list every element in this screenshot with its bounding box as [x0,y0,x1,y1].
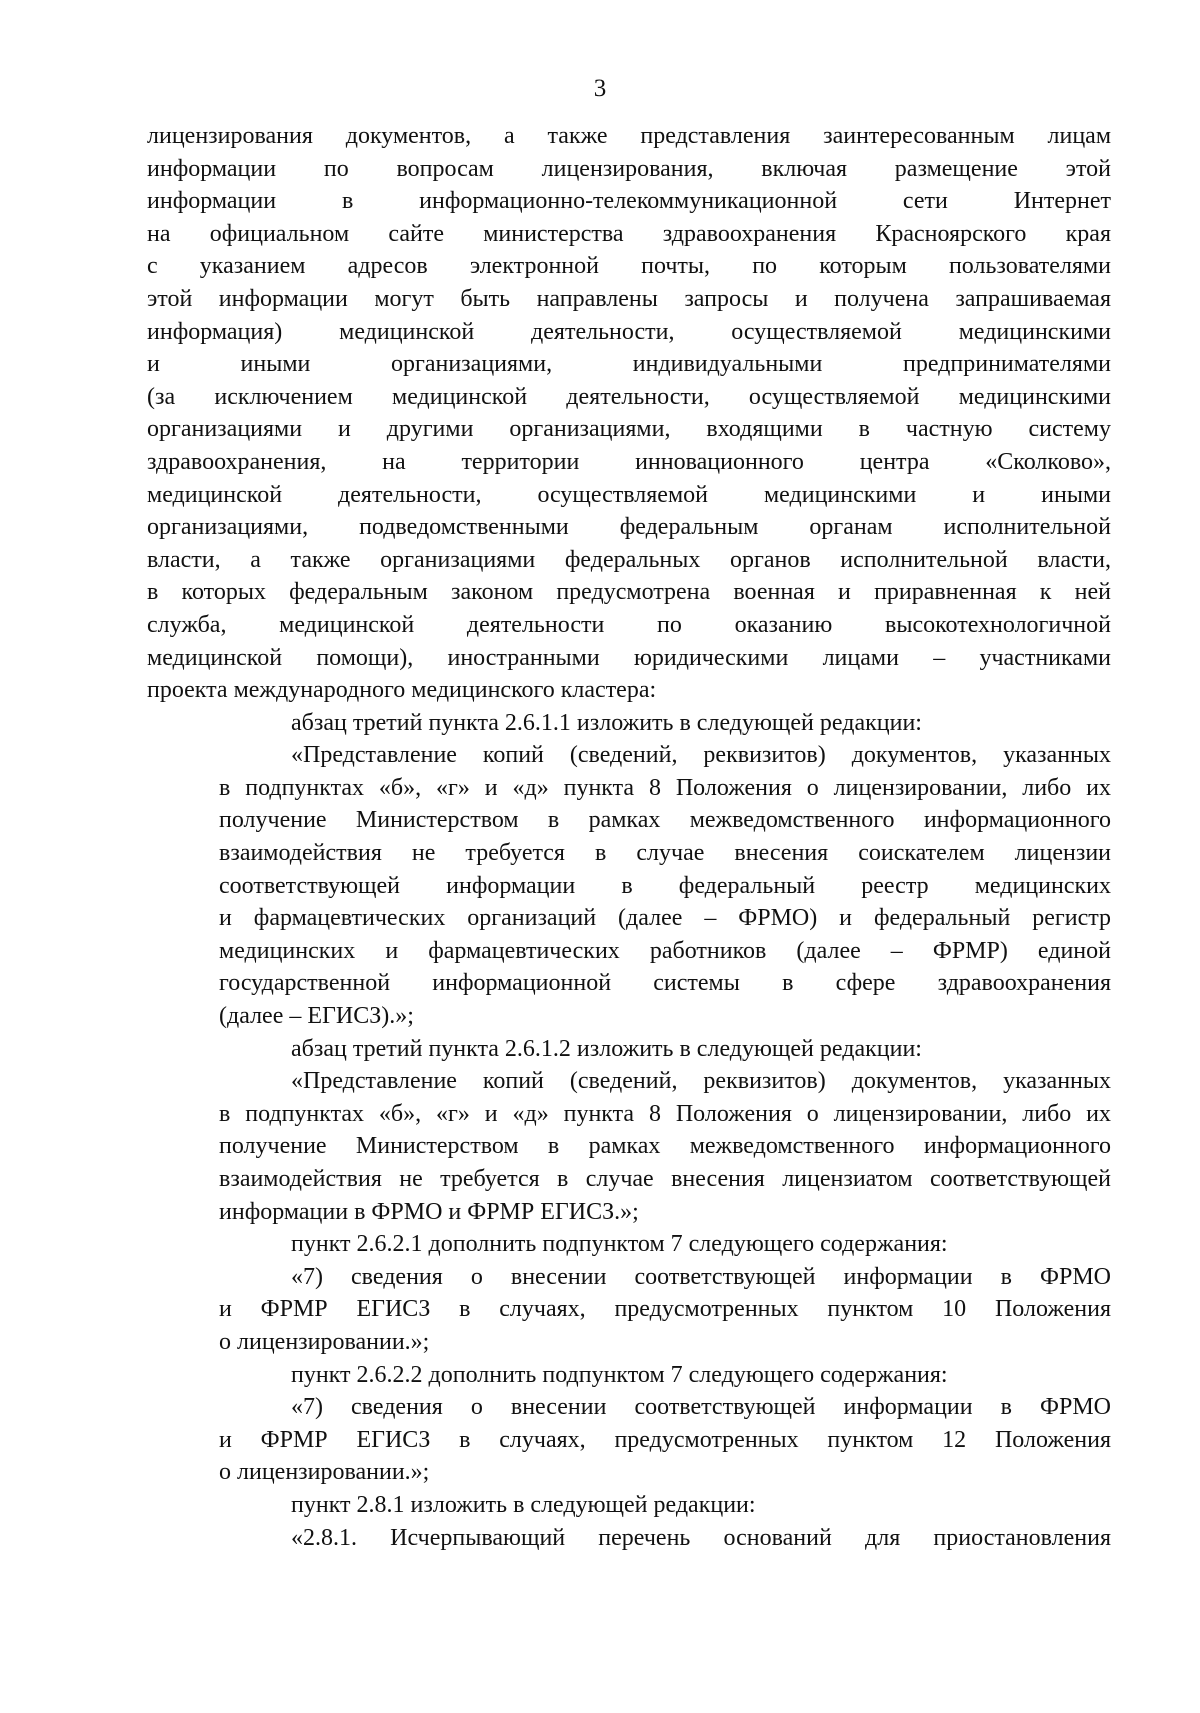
paragraph [147,707,1111,740]
text-line: информация) медицинской деятельности, осуществляемой медицинскими [147,318,1111,345]
paragraph [147,1261,1111,1359]
paragraph [147,1033,1111,1066]
text-line: соответствующей информации в федеральный реестр медицинских [219,872,1111,899]
paragraph [147,739,1111,1032]
text-line: информации в ФРМО и ФРМР ЕГИСЗ.»; [219,1198,639,1225]
text-line: с указанием адресов электронной почты, по которым пользователями [147,253,1111,280]
text-line: «Представление копий (сведений, реквизитов) документов, указанных [291,1068,1111,1095]
text-line: информации по вопросам лицензирования, включая размещение этой [147,155,1111,182]
text-line: абзац третий пункта 2.6.1.2 изложить в следующей редакции: [291,1035,922,1062]
text-line: медицинской деятельности, осуществляемой медицинскими и иными [147,481,1111,508]
text-line: и фармацевтических организаций (далее – ФРМО) и федеральный регистр [219,905,1111,932]
text-line: о лицензировании.»; [219,1328,430,1355]
text-line: и ФРМР ЕГИСЗ в случаях, предусмотренных пунктом 10 Положения [219,1296,1111,1323]
text-line: и ФРМР ЕГИСЗ в случаях, предусмотренных пунктом 12 Положения [219,1426,1111,1453]
paragraph [147,1489,1111,1522]
text-line: организациями и другими организациями, входящими в частную систему [147,416,1111,443]
text-line: взаимодействия не требуется в случае внесения соискателем лицензии [219,840,1111,867]
text-line: этой информации могут быть направлены запросы и получена запрашиваемая [147,285,1111,312]
text-line: о лицензировании.»; [219,1459,430,1486]
text-line: проекта международного медицинского кластера: [147,677,657,704]
text-line: медицинских и фармацевтических работников (далее – ФРМР) единой [219,937,1111,964]
text-line: лицензирования документов, а также представления заинтересованным лицам [147,123,1111,149]
text-line: (далее – ЕГИСЗ).»; [219,1003,414,1030]
text-line: в подпунктах «б», «г» и «д» пункта 8 Положения о лицензировании, либо их [219,774,1111,801]
text-line: в подпунктах «б», «г» и «д» пункта 8 Положения о лицензировании, либо их [219,1100,1111,1127]
text-line: государственной информационной системы в сфере здравоохранения [219,970,1111,997]
paragraph [147,1228,1111,1261]
text-line: и иными организациями, индивидуальными предпринимателями [147,351,1111,378]
paragraph [147,1065,1111,1228]
text-line: (за исключением медицинской деятельности, осуществляемой медицинскими [147,383,1111,410]
text-line: информации в информационно-телекоммуникационной сети Интернет [147,188,1111,215]
text-line: взаимодействия не требуется в случае внесения лицензиатом соответствующей [219,1166,1111,1192]
text-line: служба, медицинской деятельности по оказанию высокотехнологичной [147,611,1111,638]
page-number: 3 [593,75,607,102]
text-line: здравоохранения, на территории инновационного центра «Сколково», [147,448,1111,475]
text-line: медицинской помощи), иностранными юридическими лицами – участниками [147,644,1111,671]
text-line: «7) сведения о внесении соответствующей информации в ФРМО [291,1263,1111,1290]
paragraph [147,1391,1111,1489]
text-line: на официальном сайте министерства здравоохранения Красноярского края [147,220,1111,247]
text-line: «7) сведения о внесении соответствующей информации в ФРМО [291,1394,1111,1421]
document-body [147,120,1111,1554]
text-line: пункт 2.8.1 изложить в следующей редакции: [291,1491,756,1518]
text-line: пункт 2.6.2.1 дополнить подпунктом 7 следующего содержания: [291,1231,948,1258]
paragraph [147,1522,1111,1555]
text-line: власти, а также организациями федеральных органов исполнительной власти, [147,546,1111,573]
text-line: получение Министерством в рамках межведомственного информационного [219,1133,1111,1160]
text-line: пункт 2.6.2.2 дополнить подпунктом 7 следующего содержания: [291,1361,948,1388]
paragraph [147,1359,1111,1392]
text-line: в которых федеральным законом предусмотрена военная и приравненная к ней [147,579,1111,606]
text-line: получение Министерством в рамках межведомственного информационного [219,807,1111,834]
text-line: организациями, подведомственными федеральным органам исполнительной [147,514,1111,541]
text-line: «Представление копий (сведений, реквизитов) документов, указанных [291,742,1111,769]
paragraph [147,120,1111,707]
text-line: абзац третий пункта 2.6.1.1 изложить в следующей редакции: [291,709,922,736]
text-line: «2.8.1. Исчерпывающий перечень оснований для приостановления [291,1524,1111,1551]
